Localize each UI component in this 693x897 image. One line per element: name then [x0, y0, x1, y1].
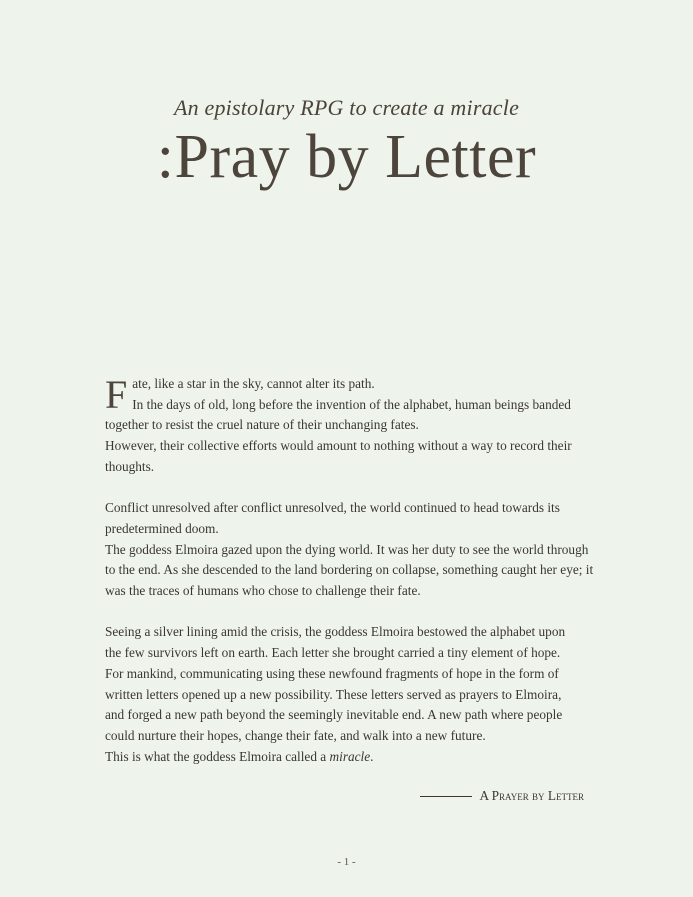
signature: [420, 788, 584, 804]
paragraph-1-line: However, their collective efforts would amount to nothing without a way to record their: [105, 438, 572, 454]
signature-rule: [420, 796, 472, 797]
paragraph-2-line: The goddess Elmoira gazed upon the dying world. It was her duty to see the world through: [105, 541, 589, 557]
final-line-period: .: [370, 748, 374, 764]
paragraph-3-line: the few survivors left on earth. Each letter she brought carried a tiny element of hope.: [105, 645, 561, 661]
page-number: - 1 -: [337, 856, 356, 868]
paragraph-3-line: Seeing a silver lining amid the crisis, the goddess Elmoira bestowed the alphabet upon: [105, 624, 566, 640]
paragraph-1-line: In the days of old, long before the invention of the alphabet, human beings banded: [132, 396, 571, 412]
paragraph-2-line: predetermined doom.: [105, 520, 219, 536]
paragraph-1: [105, 374, 592, 478]
paragraph-2-line: was the traces of humans who chose to challenge their fate.: [105, 583, 421, 599]
paragraph-3-line: and forged a new path beyond the seemingly inevitable end. A new path where people: [105, 707, 563, 723]
paragraph-1-line: thoughts.: [105, 458, 155, 474]
paragraph-3: [105, 622, 592, 767]
paragraph-2-line: Conflict unresolved after conflict unresolved, the world continued to head towards its: [105, 500, 560, 516]
subtitle: An epistolary RPG to create a miracle: [173, 95, 520, 120]
paragraph-1-line: together to resist the cruel nature of their unchanging fates.: [105, 417, 419, 433]
signature-text: A Prayer by Letter: [479, 788, 584, 803]
paragraph-3-line: written letters opened up a new possibility. These letters served as prayers to Elmoira,: [105, 686, 562, 702]
paragraph-3-line: could nurture their hopes, change their fate, and walk into a new future.: [105, 727, 486, 743]
paragraph-2: [105, 498, 592, 602]
paragraph-2-line: to the end. As she descended to the land bordering on collapse, something caught her eye; it: [105, 562, 594, 578]
body-text: [105, 374, 592, 788]
paragraph-3-line: For mankind, communicating using these newfound fragments of hope in the form of: [105, 665, 559, 681]
final-line-text: This is what the goddess Elmoira called a: [105, 748, 330, 764]
page-title: :Pray by Letter: [156, 123, 537, 191]
drop-cap: F: [105, 372, 128, 417]
paragraph-3-line-final: [105, 747, 592, 768]
paragraph-1-line: ate, like a star in the sky, cannot alter its path.: [132, 376, 375, 391]
miracle-emphasis: miracle: [329, 748, 371, 764]
